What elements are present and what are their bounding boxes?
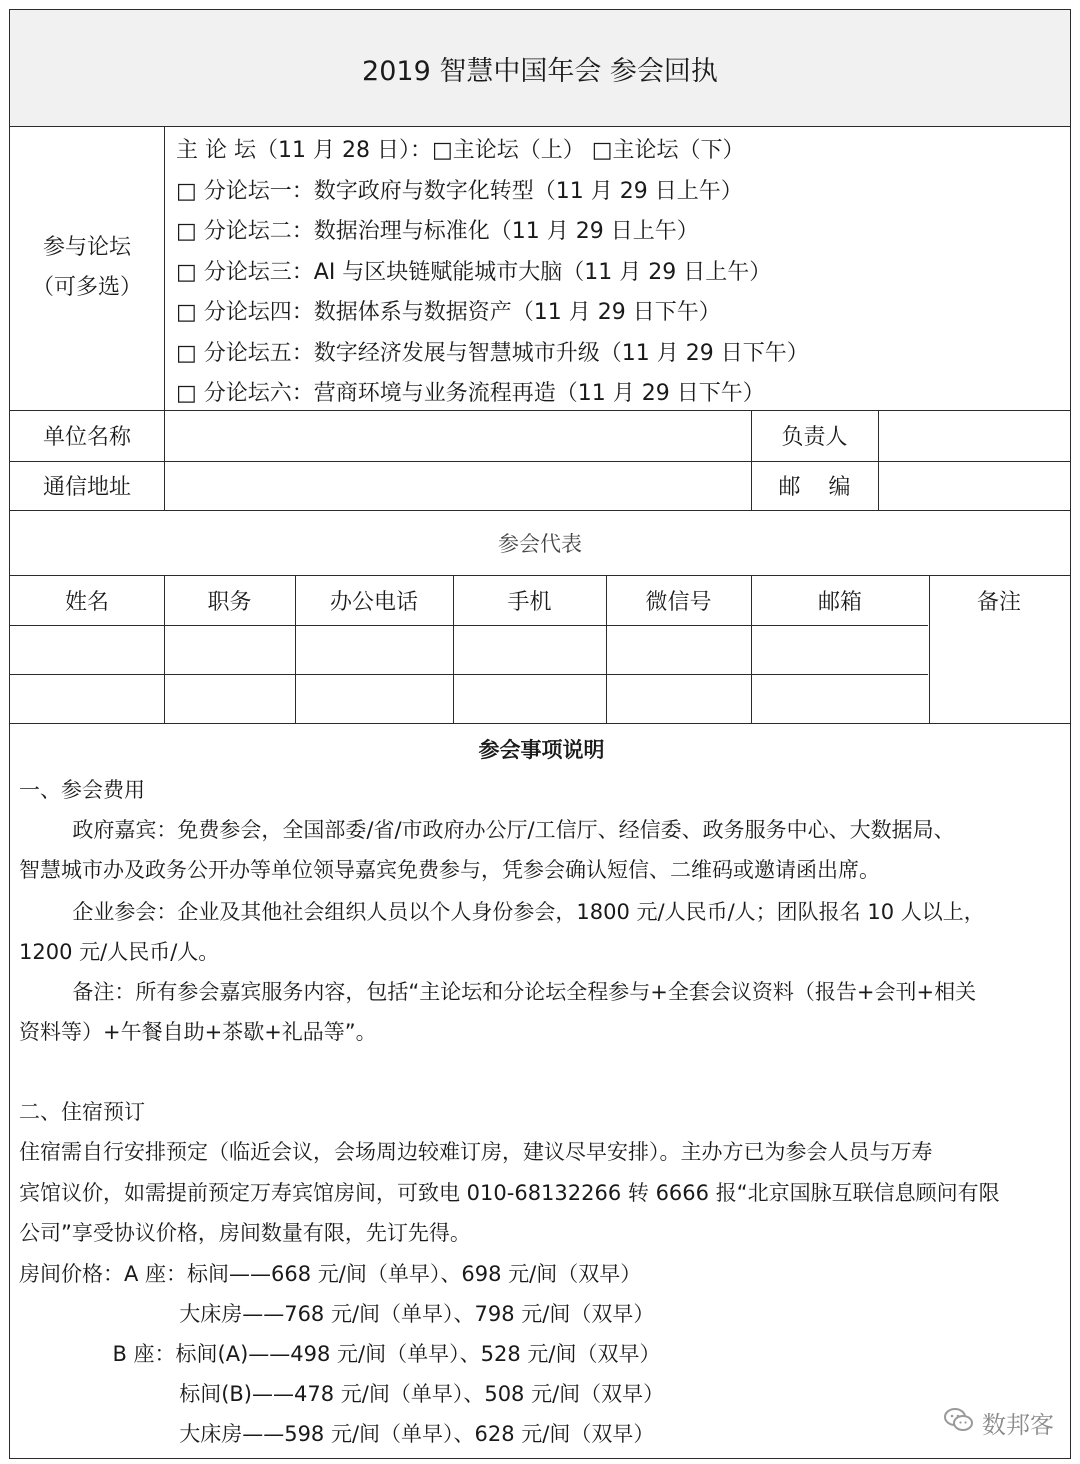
notes-line: 二、住宿预订 (19, 1100, 145, 1124)
notes-line: 政府嘉宾：免费参会，全国部委/省/市政府办公厅/工信厅、经信委、政务服务中心、大数据局、 (19, 818, 955, 842)
watermark-text: 数邦客 (982, 1411, 1054, 1439)
divider (10, 723, 1070, 724)
wechat-icon (944, 1407, 974, 1439)
notes-line: 1200 元/人民币/人。 (19, 940, 220, 964)
sub-forum-option[interactable]: □ 分论坛六：营商环境与业务流程再造（11 月 29 日下午） (176, 381, 765, 406)
notes-line: 公司”享受协议价格，房间数量有限，先订先得。 (19, 1221, 471, 1245)
notes-line: 企业参会：企业及其他社会组织人员以个人身份参会，1800 元/人民币/人；团队报名 10 人以上， (19, 900, 985, 924)
column-header-wechat: 微信号 (645, 589, 712, 615)
unit-name-label: 单位名称 (42, 425, 131, 450)
column-header-mobile: 手机 (507, 589, 552, 615)
table-cell-remarks[interactable] (930, 626, 1069, 723)
table-cell[interactable] (607, 626, 751, 674)
column-header-remarks: 备注 (976, 589, 1021, 615)
address-field[interactable] (165, 462, 750, 510)
notes-heading: 参会事项说明 (478, 738, 605, 762)
table-cell[interactable] (11, 675, 164, 723)
sub-forum-option[interactable]: □ 分论坛五：数字经济发展与智慧城市升级（11 月 29 日下午） (176, 341, 809, 366)
notes-line: B 座：标间(A)——498 元/间（单早）、528 元/间（双早） (19, 1342, 661, 1366)
postcode-label: 邮 编 (778, 475, 851, 500)
table-cell[interactable] (752, 675, 929, 723)
watermark (944, 1405, 1054, 1440)
divider (10, 126, 1070, 127)
column-header-office-phone: 办公电话 (329, 589, 418, 615)
sub-forum-option[interactable]: □ 分论坛一：数字政府与数字化转型（11 月 29 日上午） (176, 179, 743, 204)
notes-line: 标间(B)——478 元/间（单早）、508 元/间（双早） (19, 1382, 665, 1406)
form-title: 2019 智慧中国年会 参会回执 (10, 10, 1070, 126)
column-header-email: 邮箱 (817, 589, 862, 615)
table-cell[interactable] (752, 626, 929, 674)
contact-person-field[interactable] (879, 411, 1069, 461)
forum-label: 参与论坛 （可多选） (31, 235, 142, 300)
table-cell[interactable] (165, 675, 295, 723)
notes-line: 住宿需自行安排预定（临近会议，会场周边较难订房，建议尽早安排）。主办方已为参会人员与万寿 (19, 1140, 933, 1164)
table-cell[interactable] (296, 626, 453, 674)
sub-forum-option[interactable]: □ 分论坛二：数据治理与标准化（11 月 29 日上午） (176, 219, 699, 244)
address-label: 通信地址 (42, 475, 131, 500)
table-cell[interactable] (296, 675, 453, 723)
registration-form (9, 9, 1071, 1459)
sub-forum-option[interactable]: □ 分论坛三：AI 与区块链赋能城市大脑（11 月 29 日上午） (176, 260, 772, 285)
table-cell[interactable] (454, 675, 606, 723)
main-forum-option[interactable]: 主 论 坛（11 月 28 日）：□主论坛（上） □主论坛（下） (176, 138, 745, 163)
table-cell[interactable] (11, 626, 164, 674)
column-header-position: 职务 (207, 589, 252, 615)
notes-line: 一、参会费用 (19, 778, 145, 802)
notes-line: 宾馆议价，如需提前预定万寿宾馆房间，可致电 010-68132266 转 6666 报“北京国脉互联信息顾问有限 (19, 1181, 1000, 1205)
table-cell[interactable] (454, 626, 606, 674)
notes-line: 房间价格：A 座：标间——668 元/间（单早）、698 元/间（双早） (19, 1262, 642, 1286)
contact-person-label: 负责人 (781, 425, 848, 450)
postcode-field[interactable] (879, 462, 1069, 510)
sub-forum-option[interactable]: □ 分论坛四：数据体系与数据资产（11 月 29 日下午） (176, 300, 721, 325)
notes-line: 智慧城市办及政务公开办等单位领导嘉宾免费参与，凭参会确认短信、二维码或邀请函出席。 (19, 858, 880, 882)
notes-line: 大床房——598 元/间（单早）、628 元/间（双早） (19, 1422, 655, 1446)
table-cell[interactable] (165, 626, 295, 674)
notes-line: 备注：所有参会嘉宾服务内容，包括“主论坛和分论坛全程参与+全套会议资料（报告+会刊+相关 (19, 980, 977, 1004)
delegates-section-title: 参会代表 (498, 531, 582, 556)
notes-line: 资料等）+午餐自助+茶歇+礼品等”。 (19, 1020, 377, 1044)
notes-line: 大床房——768 元/间（单早）、798 元/间（双早） (19, 1302, 655, 1326)
unit-name-field[interactable] (165, 411, 750, 461)
table-cell[interactable] (607, 675, 751, 723)
column-header-name: 姓名 (64, 589, 109, 615)
